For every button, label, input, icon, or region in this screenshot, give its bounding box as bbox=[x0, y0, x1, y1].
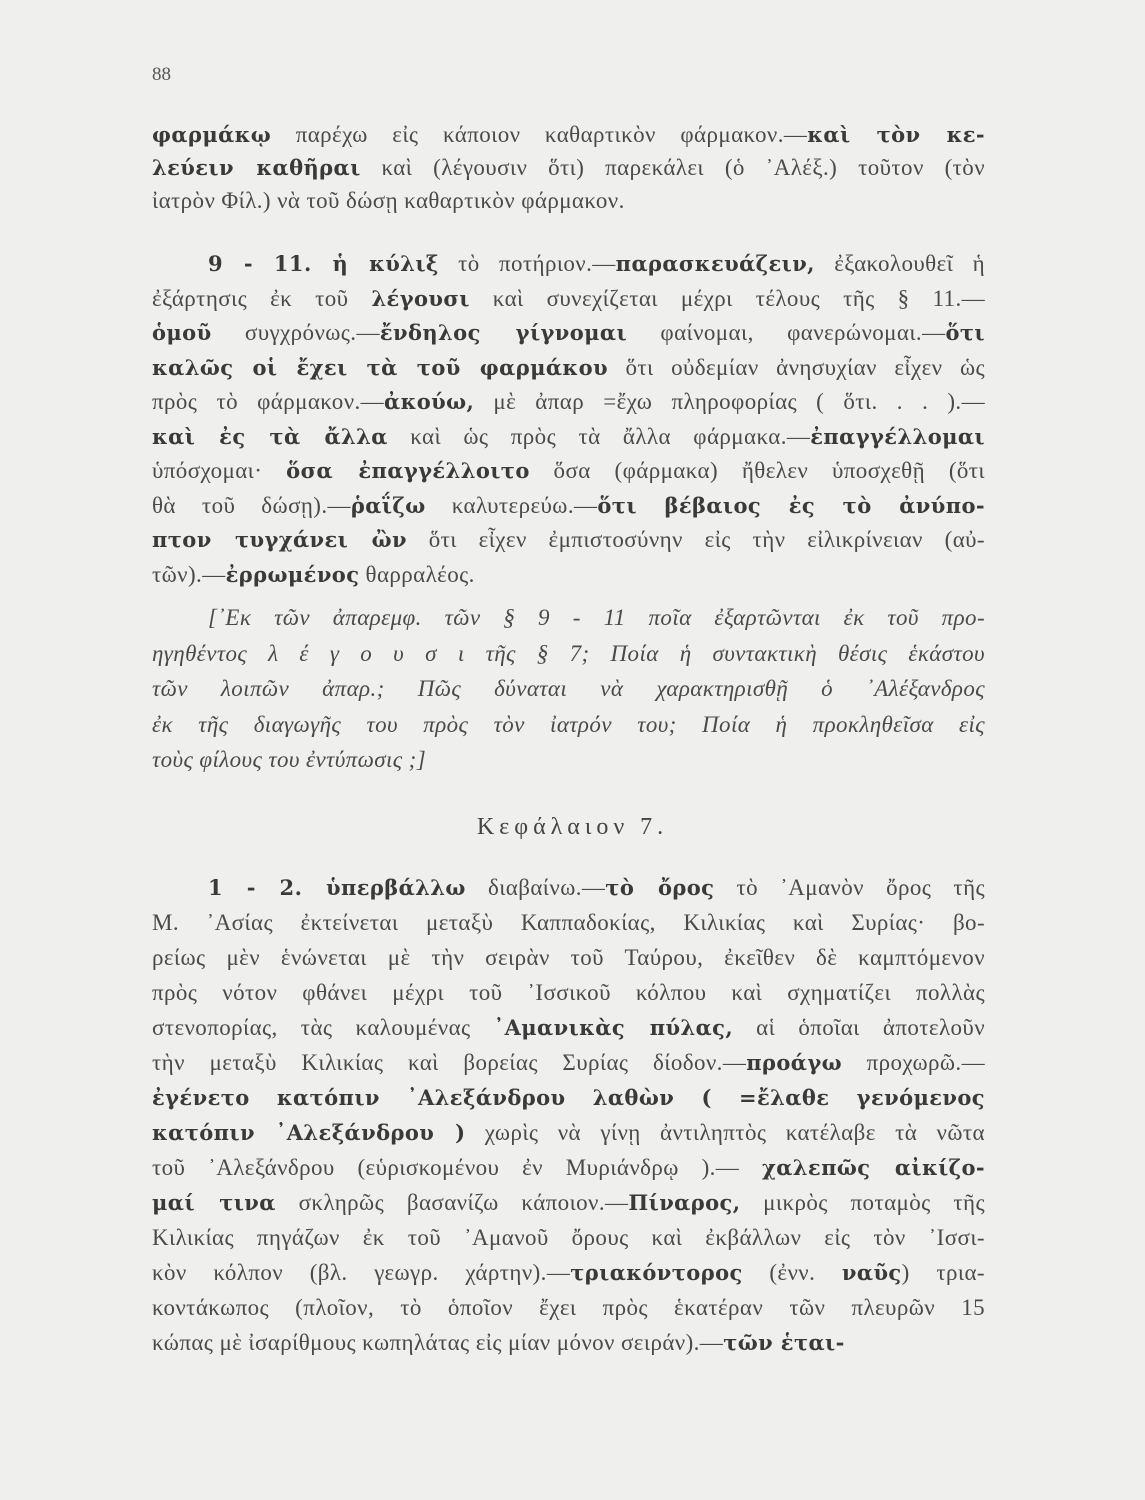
text-line bbox=[152, 351, 985, 386]
bold-lemma: ἐρρωμένος bbox=[225, 561, 360, 587]
gloss-text: καλυτερεύω.— bbox=[425, 492, 598, 518]
text-line bbox=[152, 1290, 985, 1325]
bold-lemma: λεύειν καθῆραι bbox=[152, 155, 361, 180]
gloss-text: ὅτι οὐδεμίαν ἀνησυχίαν εἶχεν ὡς bbox=[607, 354, 985, 380]
text-line bbox=[152, 420, 985, 455]
gloss-text: τὸ ᾿Αμανὸν ὄρος τῆς bbox=[714, 875, 986, 900]
paragraph-commentary-intro bbox=[152, 118, 985, 217]
gloss-text: συγχρόνως.— bbox=[211, 320, 380, 345]
bold-lemma: ἐπαγγέλλομαι bbox=[810, 423, 985, 449]
gloss-text: ἐξακολουθεῖ ἡ bbox=[814, 251, 985, 276]
gloss-text: τὴν μεταξὺ Κιλικίας καὶ βορείας Συρίας δίοδον.— bbox=[152, 1050, 747, 1075]
gloss-text: ) τρια- bbox=[901, 1260, 985, 1285]
bold-lemma: Πίναρος, bbox=[628, 1190, 741, 1215]
bold-lemma: μαί τινα bbox=[152, 1190, 276, 1215]
bold-lemma: φαρμάκῳ bbox=[152, 122, 272, 147]
gloss-text: μὲ ἀπαρ =ἔχω πληροφορίας ( ὅτι. . . ).— bbox=[474, 389, 985, 414]
gloss-text: προχωρῶ.— bbox=[842, 1050, 985, 1075]
bold-lemma: ᾿Αμανικὰς πύλας, bbox=[493, 1015, 734, 1040]
gloss-text: πρὸς τὸ φάρμακον.— bbox=[152, 389, 385, 414]
paragraph-sections-9-11 bbox=[152, 247, 985, 592]
text-line bbox=[152, 489, 985, 524]
bold-lemma: ἀκούω, bbox=[384, 389, 475, 414]
text-line bbox=[152, 975, 985, 1010]
italic-text: ηγηθέντος λ έ γ ο υ σ ι τῆς § 7; Ποία ἡ συντακτικὴ θέσις ἑκάστου bbox=[152, 640, 985, 666]
text-line bbox=[152, 523, 985, 558]
gloss-text: τῶν).— bbox=[152, 561, 226, 587]
text-line bbox=[152, 1255, 985, 1290]
gloss-text: σκληρῶς βασανίζω κάποιον.— bbox=[275, 1190, 629, 1215]
text-line bbox=[152, 1010, 985, 1045]
bold-lemma: ἔνδηλος γίγνομαι bbox=[379, 320, 628, 345]
italic-text: τοὺς φίλους του ἐντύπωσις ;] bbox=[152, 747, 427, 772]
gloss-text: ἰατρὸν Φίλ.) νὰ τοῦ δώσῃ καθαρτικὸν φάρμακον. bbox=[152, 188, 625, 213]
bold-lemma: 1 - 2. ὑπερβάλλω bbox=[208, 875, 466, 900]
italic-text: [᾿Εκ τῶν ἀπαρεμφ. τῶν § 9 - 11 ποῖα ἐξαρτῶνται ἐκ τοῦ προ- bbox=[208, 605, 985, 630]
bold-lemma: ἐγένετο κατόπιν ᾿Αλεξάνδρου λαθὼν ( =ἔλαθε γενόμενος bbox=[152, 1085, 985, 1110]
gloss-text: κὸν κόλπον (βλ. γεωγρ. χάρτην).— bbox=[152, 1260, 571, 1285]
gloss-text: ὑπόσχομαι· bbox=[152, 458, 287, 483]
bold-lemma: καλῶς οἱ ἔχει τὰ τοῦ φαρμάκου bbox=[152, 354, 608, 380]
page-number: 88 bbox=[152, 64, 171, 85]
gloss-text: φαίνομαι, φανερώνομαι.— bbox=[627, 320, 946, 345]
text-line bbox=[152, 184, 985, 217]
bold-lemma: ναῦς bbox=[841, 1260, 902, 1285]
gloss-text: διαβαίνω.— bbox=[465, 875, 606, 900]
bold-lemma: πτον τυγχάνει ὢν bbox=[152, 527, 407, 552]
text-line bbox=[152, 1220, 985, 1255]
gloss-text: πρὸς νότον φθάνει μέχρι τοῦ ᾿Ισσικοῦ κόλπου καὶ σχηματίζει πολλὰς bbox=[152, 980, 985, 1005]
text-line bbox=[152, 1115, 985, 1150]
gloss-text: (ἐνν. bbox=[742, 1260, 842, 1285]
bold-lemma: προάγω bbox=[746, 1050, 842, 1075]
italic-text: τῶν λοιπῶν ἀπαρ.; Πῶς δύναται νὰ χαρακτηρισθῇ ὁ ᾿Αλέξανδρος bbox=[152, 676, 985, 701]
text-line bbox=[152, 600, 985, 636]
bold-lemma: τριακόντορος bbox=[570, 1260, 743, 1285]
gloss-text: θὰ τοῦ δώσῃ).— bbox=[152, 492, 351, 518]
chapter-heading: Κεφάλαιον 7. bbox=[476, 814, 669, 840]
bold-lemma: κατόπιν ᾿Αλεξάνδρου ) bbox=[152, 1120, 466, 1145]
gloss-text: στενοπορίας, τὰς καλουμένας bbox=[152, 1015, 494, 1040]
bold-lemma: τὸ ὄρος bbox=[605, 875, 715, 900]
gloss-text: ὅτι εἶχεν ἐμπιστοσύνην εἰς τὴν εἰλικρίνειαν (αὐ- bbox=[406, 527, 985, 552]
text-line bbox=[152, 118, 985, 151]
gloss-text: παρέχω εἰς κάποιον καθαρτικὸν φάρμακον.— bbox=[271, 122, 808, 147]
text-line bbox=[152, 247, 985, 282]
bold-lemma: καὶ τὸν κε- bbox=[807, 122, 985, 147]
text-line bbox=[152, 671, 985, 707]
gloss-text: καὶ ὡς πρὸς τὰ ἄλλα φάρμακα.— bbox=[387, 423, 811, 449]
bold-lemma: 9 - 11. ἡ κύλιξ bbox=[208, 251, 439, 276]
gloss-text: κώπας μὲ ἰσαρίθμους κωπηλάτας εἰς μίαν μόνον σειράν).— bbox=[152, 1330, 724, 1355]
text-line bbox=[152, 316, 985, 351]
gloss-text: Κιλικίας πηγάζων ἐκ τοῦ ᾿Αμανοῦ ὄρους καὶ ἐκβάλλων εἰς τὸν ᾿Ισσι- bbox=[152, 1225, 985, 1250]
bold-lemma: ὅτι βέβαιος ἐς τὸ ἀνύπο- bbox=[597, 492, 986, 518]
gloss-text: τοῦ ᾿Αλεξάνδρου (εὑρισκομένου ἐν Μυριάνδρῳ ).— bbox=[152, 1155, 763, 1180]
bold-lemma: ὅσα ἐπαγγέλλοιτο bbox=[286, 458, 530, 483]
text-line bbox=[152, 707, 985, 743]
text-line bbox=[152, 282, 985, 317]
gloss-text: ὅσα (φάρμακα) ἤθελεν ὑποσχεθῇ (ὅτι bbox=[529, 458, 986, 483]
bold-lemma: λέγουσι bbox=[371, 285, 470, 311]
text-line bbox=[152, 1185, 985, 1220]
bold-lemma: παρασκευάζειν, bbox=[615, 251, 815, 276]
text-line bbox=[152, 1045, 985, 1080]
gloss-text: καὶ συνεχίζεται μέχρι τέλους τῆς § 11.— bbox=[469, 285, 986, 311]
bold-lemma: ῥαΐζω bbox=[350, 492, 426, 518]
text-line bbox=[152, 742, 985, 778]
text-line bbox=[152, 1080, 985, 1115]
text-line bbox=[152, 151, 985, 184]
text-line bbox=[152, 1325, 985, 1360]
gloss-text: τὸ ποτήριον.— bbox=[438, 251, 616, 276]
gloss-text: ρείως μὲν ἑνώνεται μὲ τὴν σειρὰν τοῦ Ταύρου, ἐκεῖθεν δὲ καμπτόμενον bbox=[152, 945, 985, 970]
text-line bbox=[152, 940, 985, 975]
text-line bbox=[152, 870, 985, 905]
text-line bbox=[152, 385, 985, 420]
gloss-text: καὶ (λέγουσιν ὅτι) παρεκάλει (ὁ ᾿Αλέξ.) τοῦτον (τὸν bbox=[360, 155, 985, 180]
italic-text: ἐκ τῆς διαγωγῆς του πρὸς τὸν ἰατρόν του; Ποία ἡ προκληθεῖσα εἰς bbox=[152, 711, 985, 737]
gloss-text: χωρὶς νὰ γίνῃ ἀντιληπτὸς κατέλαβε τὰ νῶτα bbox=[465, 1120, 985, 1145]
bold-lemma: ὁμοῦ bbox=[152, 320, 212, 345]
paragraph-study-questions bbox=[152, 600, 985, 778]
gloss-text: Μ. ᾿Ασίας ἐκτείνεται μεταξὺ Καππαδοκίας, Κιλικίας καὶ Συρίας· βο- bbox=[152, 910, 985, 935]
bold-lemma: τῶν ἑται- bbox=[723, 1330, 845, 1355]
bold-lemma: καὶ ἐς τὰ ἄλλα bbox=[152, 423, 388, 449]
gloss-text: κοντάκωπος (πλοῖον, τὸ ὁποῖον ἔχει πρὸς ἑκατέραν τῶν πλευρῶν 15 bbox=[152, 1295, 985, 1320]
text-line bbox=[152, 454, 985, 489]
gloss-text: ἐξάρτησις ἐκ τοῦ bbox=[152, 285, 372, 311]
gloss-text: αἱ ὁποῖαι ἀποτελοῦν bbox=[733, 1015, 985, 1040]
bold-lemma: χαλεπῶς αἰκίζο- bbox=[762, 1155, 985, 1180]
paragraph-chapter-7-sections-1-2 bbox=[152, 870, 985, 1360]
text-line bbox=[152, 558, 985, 593]
gloss-text: μικρὸς ποταμὸς τῆς bbox=[740, 1190, 985, 1215]
text-line bbox=[152, 1150, 985, 1185]
gloss-text: θαρραλέος. bbox=[359, 561, 475, 587]
text-line bbox=[152, 905, 985, 940]
bold-lemma: ὅτι bbox=[945, 320, 985, 345]
text-line bbox=[152, 636, 985, 672]
